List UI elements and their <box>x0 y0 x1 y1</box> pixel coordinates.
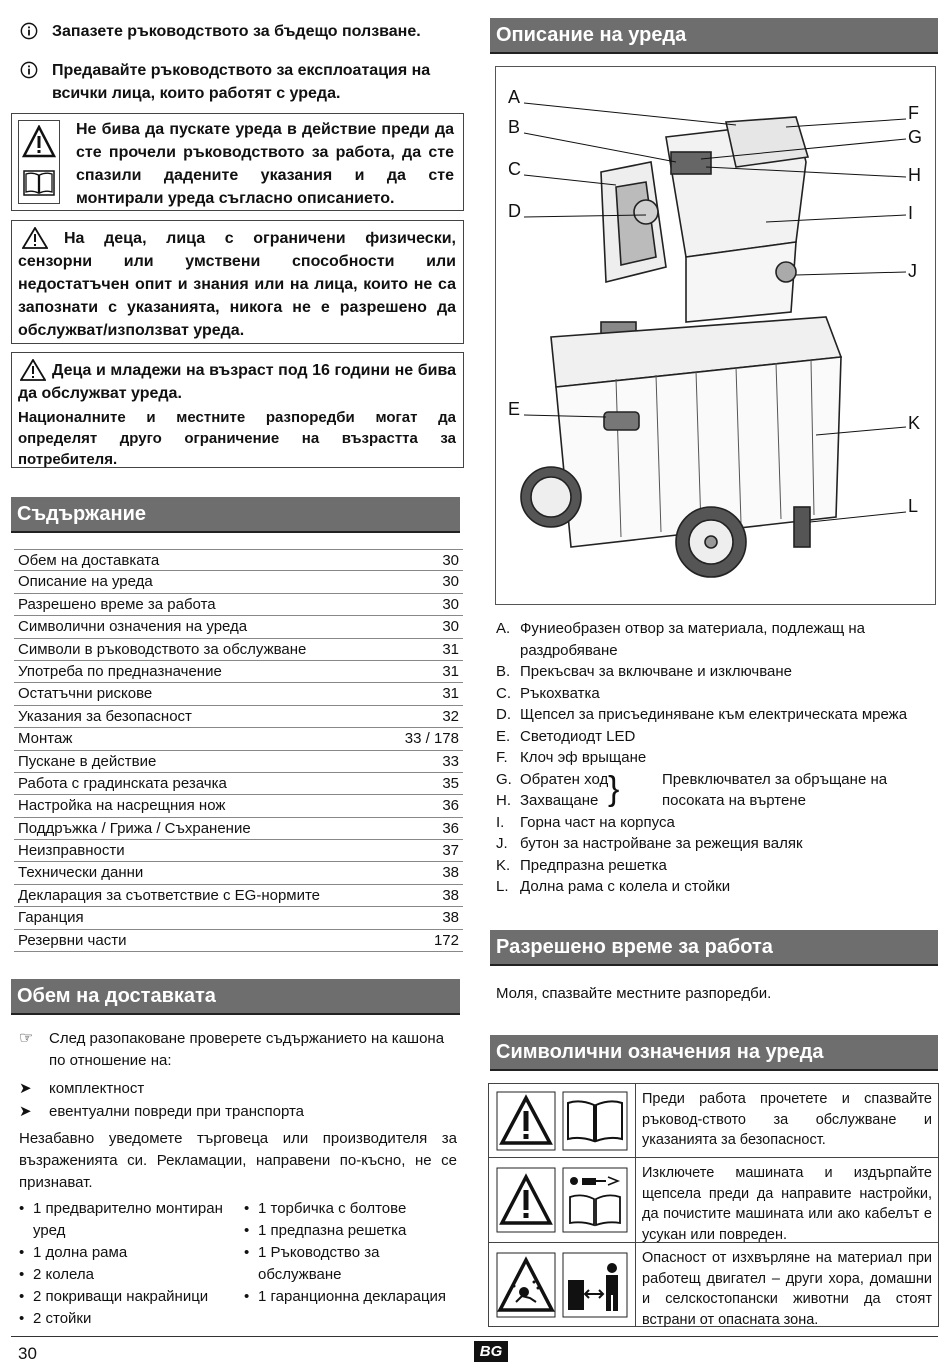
legend-item <box>496 747 936 769</box>
manual-book-icon <box>23 169 55 197</box>
age-warning-box <box>11 352 464 468</box>
shredder-illustration <box>496 67 935 604</box>
diagram-label: F <box>908 103 919 123</box>
toc-label: Описание на уреда <box>18 573 153 591</box>
toc-row <box>14 885 463 907</box>
toc-label: Монтаж <box>18 730 73 748</box>
contents-heading: Съдържание <box>11 497 460 533</box>
toc-page: 30 <box>442 595 459 613</box>
rotation-switch-note: Превключвател за обръщане на посоката на въртене <box>662 770 888 809</box>
toc-label: Резервни части <box>18 931 127 949</box>
legend-text: Ръкохватка <box>520 684 600 702</box>
legend-item <box>496 812 936 834</box>
toc-label: Символи в ръководството за обслужване <box>18 640 307 658</box>
toc-page: 30 <box>442 618 459 636</box>
toc-row <box>14 571 463 593</box>
legend-text: Прекъсвач за включване и изключване <box>520 663 792 680</box>
list-item: • 2 покриващи накрайници <box>19 1288 209 1305</box>
toc-label: Пускане в действие <box>18 752 157 770</box>
toc-row <box>14 549 463 571</box>
list-item: • 1 предварително монтиран уред <box>19 1200 223 1239</box>
toc-page: 33 <box>442 752 459 770</box>
legend-item <box>496 876 936 898</box>
toc-row <box>14 683 463 705</box>
toc-label: Символични означения на уреда <box>18 618 248 636</box>
toc-row <box>14 907 463 929</box>
toc-row <box>14 594 463 616</box>
legend-text: Фуниеобразен отвор за материала, подлежащ на раздробяване <box>520 620 865 659</box>
children-warning-box <box>11 220 464 344</box>
table-row <box>489 1084 938 1158</box>
symbol-icons <box>489 1158 636 1242</box>
list-item: • 2 стойки <box>19 1310 92 1327</box>
diagram-label: L <box>908 496 919 516</box>
toc-row <box>14 862 463 884</box>
toc-row <box>14 795 463 817</box>
legend-item <box>496 704 936 726</box>
legend-letter: A. <box>496 620 511 637</box>
diagram-label: I <box>908 203 914 223</box>
legend-letter: J. <box>496 835 508 852</box>
warning-icons-frame <box>18 120 60 204</box>
notice-pass-manual-text: Предавайте ръководството за експлоатация на всички лица, които работят с уреда. <box>52 62 431 102</box>
page-number: 30 <box>18 1344 37 1363</box>
warning-icon <box>496 1091 556 1151</box>
toc-label: Технически данни <box>18 864 144 882</box>
diagram-label: H <box>908 165 921 185</box>
info-icon <box>20 61 38 79</box>
brace-icon: } <box>608 769 620 808</box>
toc-label: Настройка на насрещния нож <box>18 797 226 815</box>
toc-row <box>14 773 463 795</box>
legend-item <box>496 661 936 683</box>
legend-text: Захващане <box>520 792 599 809</box>
toc-row <box>14 706 463 728</box>
age-warning-text: Деца и младежи на възраст под 16 години не бива да обслужват уреда. <box>18 362 456 402</box>
toc-page: 30 <box>442 573 459 591</box>
toc-page: 31 <box>442 662 459 680</box>
symbol-description: Опасност от изхвърляне на материал при работещ двигател – други хора, домашни и селскостопански животни да стоят встрани от опасната зона. <box>642 1250 932 1328</box>
check-item-text: евентуални повреди при транспорта <box>49 1103 305 1120</box>
legend-item <box>496 618 936 661</box>
symbol-icons <box>489 1243 636 1326</box>
diagram-label: D <box>508 201 521 221</box>
legend-item <box>496 683 936 705</box>
toc-page: 33 / 178 <box>404 730 459 748</box>
legend-letter: C. <box>496 684 511 702</box>
toc-page: 30 <box>442 552 459 569</box>
diagram-label: E <box>508 399 521 419</box>
safety-distance-icon <box>562 1252 628 1318</box>
warning-icon <box>22 125 56 159</box>
arrow-bullet-icon: ➤ <box>19 1080 32 1097</box>
warning-icon <box>496 1167 556 1233</box>
toc-row <box>14 751 463 773</box>
toc-label: Декларация за съответствие с EG-нормите <box>18 886 321 904</box>
toc-page: 37 <box>442 842 459 860</box>
symbol-description: Преди работа прочетете и спазвайте ръковод-ството за обслужване и указанията за безопасност. <box>642 1091 932 1148</box>
delivery-intro-text: След разопаковане проверете съдържанието на кашона по отношение на: <box>49 1030 445 1069</box>
legend-letter: F. <box>496 749 508 766</box>
arrow-bullet-icon: ➤ <box>19 1103 32 1120</box>
table-row <box>489 1243 938 1326</box>
ejection-hazard-icon <box>496 1252 556 1318</box>
language-badge: BG <box>474 1341 508 1362</box>
diagram-label: C <box>508 159 521 179</box>
toc-row <box>14 639 463 661</box>
toc-label: Разрешено време за работа <box>18 595 216 613</box>
legend-item <box>496 790 936 812</box>
children-warning-text: На деца, лица с ограничени физически, сензорни или умствени способности или недостатъчен опит и знания или на лица, които не са запознати с указанията, никога не е разрешено да обслужват/използват уреда. <box>18 230 456 339</box>
delivery-notify-text: Незабавно уведомете търговеца или производителя за възраженията си. Рекламации, направени по-късно, не се признават. <box>19 1130 457 1191</box>
delivery-heading: Обем на доставката <box>11 979 460 1015</box>
check-item <box>19 1101 439 1123</box>
list-item: • 1 гаранционна декларация <box>244 1288 447 1305</box>
legend-letter: H. <box>496 792 511 809</box>
toc-row <box>14 930 463 952</box>
toc-page: 32 <box>442 707 459 725</box>
toc-row <box>14 616 463 638</box>
legend-letter: B. <box>496 663 511 680</box>
legend-letter: L. <box>496 878 509 895</box>
toc-row <box>14 840 463 862</box>
toc-label: Поддръжка / Грижа / Съхранение <box>18 819 251 837</box>
work-time-text: Моля, спазвайте местните разпоредби. <box>496 985 772 1002</box>
diagram-label: G <box>908 127 923 147</box>
toc-row <box>14 661 463 683</box>
work-time-heading: Разрешено време за работа <box>490 930 938 966</box>
warning-icon <box>22 227 48 249</box>
toc-page: 38 <box>442 886 459 904</box>
legend-text: Горна част на корпуса <box>520 813 675 831</box>
toc-row <box>14 818 463 840</box>
legend-letter: I. <box>496 813 505 831</box>
legend-item <box>496 726 936 748</box>
diagram-label: K <box>908 413 921 433</box>
toc-page: 38 <box>442 909 459 927</box>
toc-label: Работа с градинската резачка <box>18 774 227 792</box>
check-item <box>19 1078 439 1100</box>
toc-page: 36 <box>442 819 459 837</box>
legend-text: Светодиодт LED <box>520 727 636 745</box>
toc-page: 35 <box>442 774 459 792</box>
toc-label: Гаранция <box>18 909 84 927</box>
toc-page: 36 <box>442 797 459 815</box>
toc-label: Неизправности <box>18 842 125 860</box>
diagram-label: B <box>508 117 521 137</box>
legend-text: Щепсел за присъединяване към електрическата мрежа <box>520 706 908 723</box>
pointing-hand-icon: ☞ <box>19 1030 34 1047</box>
toc-label: Употреба по предназначение <box>18 662 222 680</box>
toc-row <box>14 728 463 750</box>
footer-rule <box>11 1336 938 1337</box>
toc-page: 172 <box>433 931 459 949</box>
legend-text: бутон за настройване за режещия валяк <box>520 835 803 852</box>
list-item: • 2 колела <box>19 1266 94 1283</box>
list-item: • 1 Ръководство за обслужване <box>244 1244 380 1283</box>
legend-text: Обратен ход <box>520 770 609 788</box>
table-row <box>489 1158 938 1243</box>
toc-label: Указания за безопасност <box>18 707 192 725</box>
legend-text: Долна рама с колела и стойки <box>520 878 731 895</box>
toc-page: 31 <box>442 685 459 703</box>
legend-letter: K. <box>496 856 511 874</box>
manual-book-icon <box>562 1091 628 1151</box>
symbols-table <box>488 1083 939 1327</box>
symbols-heading: Символични означения на уреда <box>490 1035 938 1071</box>
toc-label: Обем на доставката <box>18 552 160 569</box>
diagram-label: A <box>508 87 521 107</box>
legend-item <box>496 833 936 855</box>
legend-text: Клоч эф врыщане <box>520 749 647 766</box>
legend-letter: D. <box>496 706 511 723</box>
symbol-icons <box>489 1084 636 1157</box>
unplug-icon <box>562 1167 628 1233</box>
list-item: • 1 торбичка с болтове <box>244 1200 407 1217</box>
toc-label: Остатъчни рискове <box>18 685 153 703</box>
read-manual-warning-text: Не бива да пускате уреда в действие преди да сте прочели ръководството за работа, да сте спазили дадените указания и да сте монтирали уреда съгласно описанието. <box>76 121 454 207</box>
symbol-description: Изключете машината и издърпайте щепсела преди да направите настройки, да почистите машината или ако кабелът е усукан или повреден. <box>642 1165 932 1243</box>
legend-text: Предпразна решетка <box>520 856 667 874</box>
warning-icon <box>20 359 46 381</box>
read-manual-warning-box <box>11 113 464 211</box>
delivery-list-col2 <box>244 1198 459 1308</box>
age-warning-regional-text: Националните и местните разпоредби могат да определят друго ограничение на възрастта за потребителя. <box>18 409 456 468</box>
check-item-text: комплектност <box>49 1080 145 1097</box>
table-of-contents <box>14 549 463 952</box>
legend-letter: G. <box>496 770 512 788</box>
notice-keep-manual-text: Запазете ръководството за бъдещо ползване. <box>52 23 421 40</box>
diagram-label: J <box>908 261 917 281</box>
toc-page: 31 <box>442 640 459 658</box>
legend-item <box>496 855 936 877</box>
legend-letter: E. <box>496 727 511 745</box>
parts-legend <box>496 618 936 898</box>
list-item: • 1 долна рама <box>19 1244 128 1261</box>
delivery-list-col1 <box>19 1198 229 1330</box>
toc-page: 38 <box>442 864 459 882</box>
info-icon <box>20 22 38 40</box>
description-heading: Описание на уреда <box>490 18 938 54</box>
delivery-intro <box>19 1028 459 1069</box>
list-item: • 1 предпазна решетка <box>244 1222 407 1239</box>
device-diagram <box>495 66 936 605</box>
